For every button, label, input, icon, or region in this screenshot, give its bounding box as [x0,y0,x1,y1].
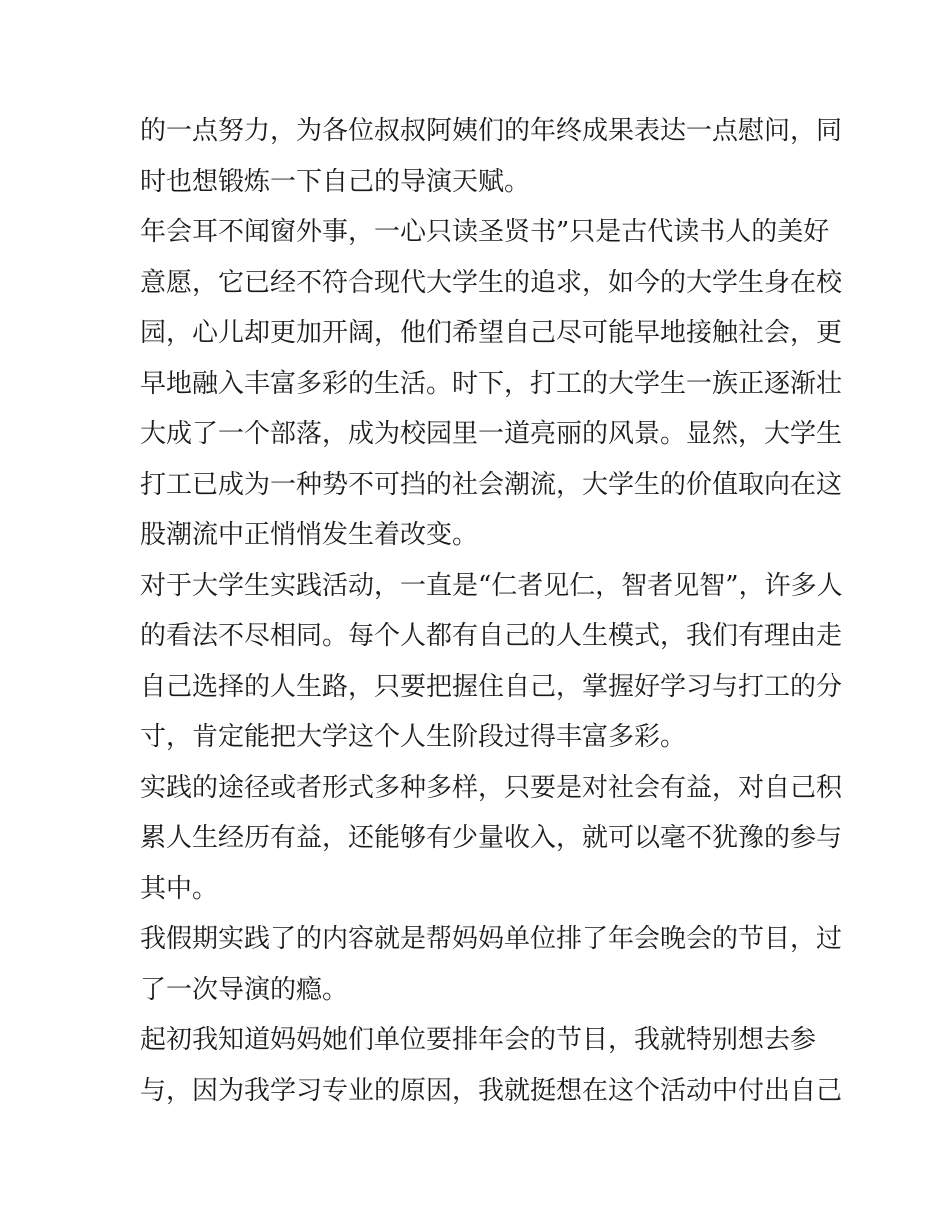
text-line: 意愿，它已经不符合现代大学生的追求，如今的大学生身在校 [140,267,843,298]
text-line: 打工已成为一种势不可挡的社会潮流，大学生的价值取向在这 [140,469,843,500]
document-body [140,106,843,1116]
text-line: 大成了一个部落，成为校园里一道亮丽的风景。显然，大学生 [140,419,843,449]
text-line: 时也想锻炼一下自己的导演天赋。 [140,166,531,197]
text-line: 的看法不尽相同。每个人都有自己的人生模式，我们有理由走 [140,621,843,651]
text-line: 寸，肯定能把大学这个人生阶段过得丰富多彩。 [140,722,687,752]
text-line: 我假期实践了的内容就是帮妈妈单位排了年会晚会的节目，过 [140,924,843,954]
text-line: 的一点努力，为各位叔叔阿姨们的年终成果表达一点慰问，同 [140,116,843,146]
text-line: 了一次导演的瘾。 [140,974,349,1005]
text-line: 其中。 [140,873,219,904]
text-line: 实践的途径或者形式多种多样，只要是对社会有益，对自己积 [140,772,843,803]
text-line: 与，因为我学习专业的原因，我就挺想在这个活动中付出自己 [140,1075,843,1106]
text-line: 年会耳不闻窗外事，一心只读圣贤书”只是古代读书人的美好 [140,217,830,247]
text-line: 自己选择的人生路，只要把握住自己，掌握好学习与打工的分 [140,671,843,702]
text-line: 早地融入丰富多彩的生活。时下，打工的大学生一族正逐渐壮 [140,368,843,399]
text-line: 累人生经历有益，还能够有少量收入，就可以毫不犹豫的参与 [140,823,843,853]
text-line: 起初我知道妈妈她们单位要排年会的节目，我就特别想去参 [140,1025,817,1055]
text-line: 对于大学生实践活动，一直是“仁者见仁，智者见智”，许多人 [140,570,843,601]
text-line: 园，心儿却更加开阔，他们希望自己尽可能早地接触社会，更 [140,318,843,348]
text-line: 股潮流中正悄悄发生着改变。 [140,520,479,550]
